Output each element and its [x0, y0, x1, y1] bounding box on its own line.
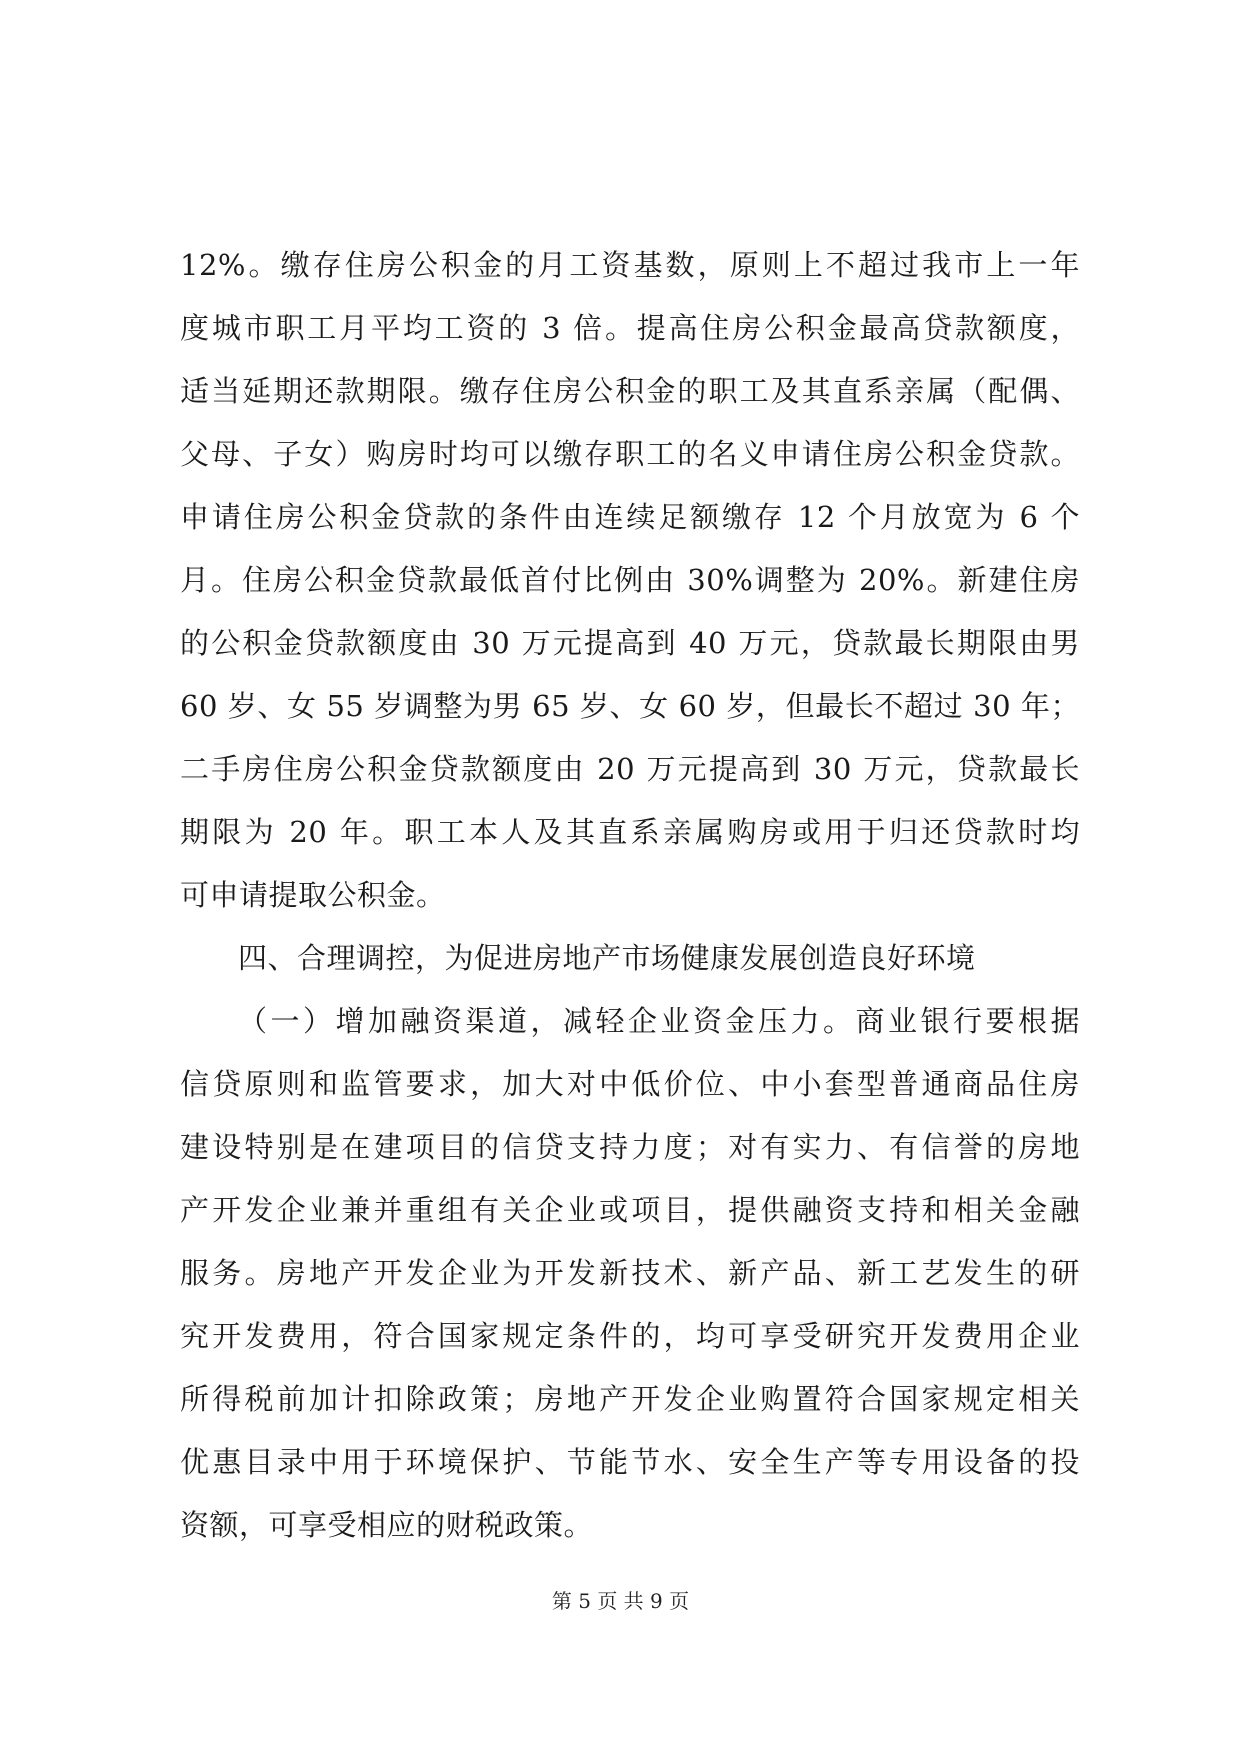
document-body	[180, 234, 1080, 1557]
text-line: 信贷原则和监管要求，加大对中低价位、中小套型普通商品住房	[180, 1067, 1080, 1101]
text-line: 适当延期还款期限。缴存住房公积金的职工及其直系亲属（配偶、	[180, 374, 1080, 408]
text-line: 资额，可享受相应的财税政策。	[180, 1508, 594, 1542]
text-line: 产开发企业兼并重组有关企业或项目，提供融资支持和相关金融	[180, 1193, 1080, 1227]
section-heading: 四、合理调控，为促进房地产市场健康发展创造良好环境	[238, 941, 976, 975]
text-line: 建设特别是在建项目的信贷支持力度；对有实力、有信誉的房地	[180, 1130, 1080, 1164]
text-line: 期限为 20 年。职工本人及其直系亲属购房或用于归还贷款时均	[180, 815, 1080, 849]
text-line: 60 岁、女 55 岁调整为男 65 岁、女 60 岁，但最长不超过 30 年；	[180, 689, 1080, 723]
text-line: 二手房住房公积金贷款额度由 20 万元提高到 30 万元，贷款最长	[180, 752, 1080, 786]
page-footer: 第 5 页 共 9 页	[551, 1589, 690, 1613]
text-line: （一）增加融资渠道，减轻企业资金压力。商业银行要根据	[238, 1004, 1080, 1038]
text-line: 优惠目录中用于环境保护、节能节水、安全生产等专用设备的投	[180, 1445, 1080, 1479]
text-line: 可申请提取公积金。	[180, 878, 446, 912]
text-line: 月。住房公积金贷款最低首付比例由 30%调整为 20%。新建住房	[180, 563, 1080, 597]
text-line: 度城市职工月平均工资的 3 倍。提高住房公积金最高贷款额度，	[180, 311, 1080, 345]
text-line: 父母、子女）购房时均可以缴存职工的名义申请住房公积金贷款。	[180, 437, 1080, 471]
text-line: 究开发费用，符合国家规定条件的，均可享受研究开发费用企业	[180, 1319, 1080, 1353]
text-line: 申请住房公积金贷款的条件由连续足额缴存 12 个月放宽为 6 个	[180, 500, 1080, 534]
text-line: 服务。房地产开发企业为开发新技术、新产品、新工艺发生的研	[180, 1256, 1080, 1290]
text-line: 所得税前加计扣除政策；房地产开发企业购置符合国家规定相关	[180, 1382, 1080, 1416]
text-line: 的公积金贷款额度由 30 万元提高到 40 万元，贷款最长期限由男	[180, 626, 1080, 660]
text-line: 12%。缴存住房公积金的月工资基数，原则上不超过我市上一年	[180, 248, 1080, 282]
